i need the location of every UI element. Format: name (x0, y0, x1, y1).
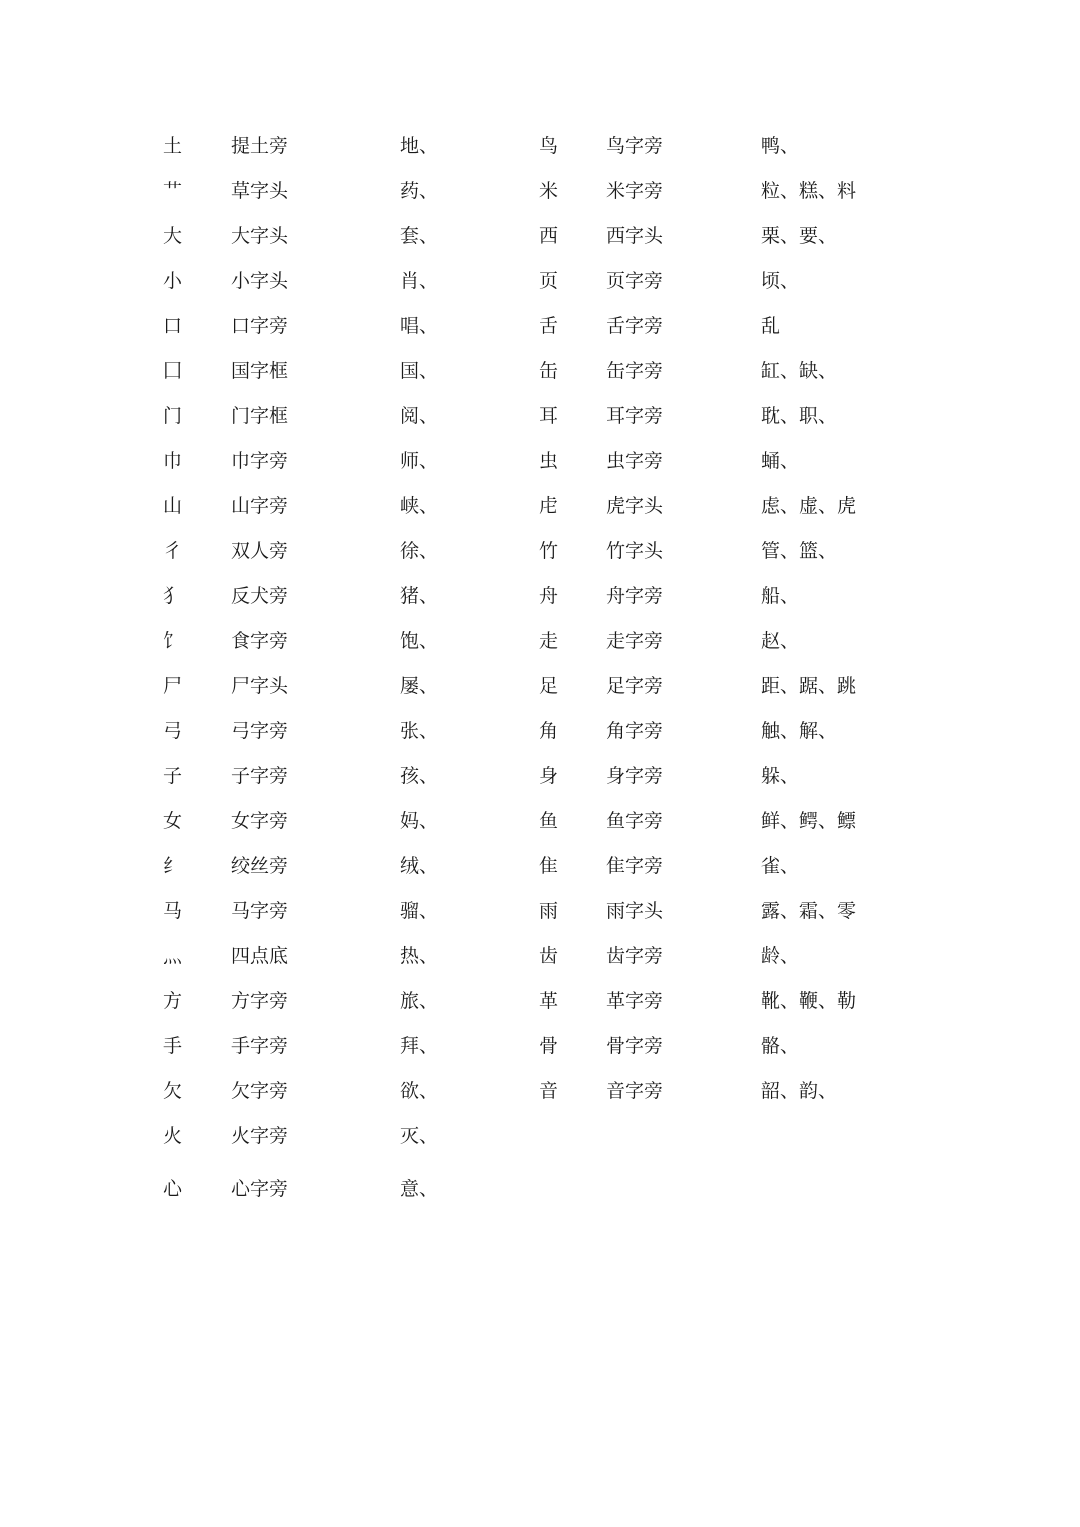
table-row (0, 1114, 1080, 1159)
left-radical-cell: 小 (163, 270, 183, 292)
table-row (0, 1024, 1080, 1069)
left-radical-cell: 纟 (163, 855, 183, 877)
table-row (0, 349, 1080, 394)
right-radical-cell: 足 (539, 675, 559, 697)
right-example-cell: 龄、 (761, 945, 800, 967)
left-radical-cell: 犭 (163, 585, 183, 607)
left-name-cell: 小字头 (231, 270, 289, 292)
table-row (0, 214, 1080, 259)
right-name-cell: 身字旁 (606, 765, 664, 787)
right-radical-cell: 西 (539, 225, 559, 247)
right-example-cell: 缸、缺、 (761, 360, 838, 382)
left-name-cell: 巾字旁 (231, 450, 289, 472)
right-name-cell: 页字旁 (606, 270, 664, 292)
left-name-cell: 门字框 (231, 405, 289, 427)
left-example-cell: 国、 (400, 360, 439, 382)
left-name-cell: 绞丝旁 (231, 855, 289, 877)
left-example-cell: 妈、 (400, 810, 439, 832)
left-example-cell: 绒、 (400, 855, 439, 877)
right-name-cell: 舌字旁 (606, 315, 664, 337)
right-example-cell: 鲜、鳄、鳔 (761, 810, 857, 832)
right-radical-cell: 耳 (539, 405, 559, 427)
right-radical-cell: 齿 (539, 945, 559, 967)
left-example-cell: 药、 (400, 180, 439, 202)
left-example-cell: 拜、 (400, 1035, 439, 1057)
right-example-cell: 虑、虚、虎 (761, 495, 857, 517)
left-radical-cell: 巾 (163, 450, 183, 472)
left-example-cell: 旅、 (400, 990, 439, 1012)
left-name-cell: 尸字头 (231, 675, 289, 697)
left-name-cell: 四点底 (231, 945, 289, 967)
right-radical-cell: 隹 (539, 855, 559, 877)
left-name-cell: 双人旁 (231, 540, 289, 562)
right-name-cell: 耳字旁 (606, 405, 664, 427)
right-name-cell: 隹字旁 (606, 855, 664, 877)
left-name-cell: 弓字旁 (231, 720, 289, 742)
left-name-cell: 欠字旁 (231, 1080, 289, 1102)
right-example-cell: 鸭、 (761, 135, 800, 157)
right-radical-cell: 走 (539, 630, 559, 652)
right-name-cell: 虎字头 (606, 495, 664, 517)
right-example-cell: 骼、 (761, 1035, 800, 1057)
right-radical-cell: 虫 (539, 450, 559, 472)
right-radical-cell: 舌 (539, 315, 559, 337)
left-radical-cell: 门 (163, 405, 183, 427)
left-name-cell: 女字旁 (231, 810, 289, 832)
left-example-cell: 孩、 (400, 765, 439, 787)
table-row (0, 304, 1080, 349)
table-row (0, 124, 1080, 169)
table-row (0, 619, 1080, 664)
right-radical-cell: 角 (539, 720, 559, 742)
right-example-cell: 距、踞、跳 (761, 675, 857, 697)
right-name-cell: 角字旁 (606, 720, 664, 742)
left-name-cell: 食字旁 (231, 630, 289, 652)
right-example-cell: 船、 (761, 585, 800, 607)
right-name-cell: 缶字旁 (606, 360, 664, 382)
left-radical-cell: 手 (163, 1035, 183, 1057)
right-example-cell: 顷、 (761, 270, 800, 292)
table-row (0, 844, 1080, 889)
right-example-cell: 管、篮、 (761, 540, 838, 562)
right-example-cell: 粒、糕、料 (761, 180, 857, 202)
table-row (0, 1069, 1080, 1114)
right-example-cell: 蛹、 (761, 450, 800, 472)
left-radical-cell: 灬 (163, 945, 183, 967)
right-radical-cell: 页 (539, 270, 559, 292)
left-name-cell: 方字旁 (231, 990, 289, 1012)
left-radical-cell: 马 (163, 900, 183, 922)
table-row (0, 709, 1080, 754)
right-example-cell: 栗、要、 (761, 225, 838, 247)
right-name-cell: 虫字旁 (606, 450, 664, 472)
left-example-cell: 师、 (400, 450, 439, 472)
radical-table (0, 124, 1080, 1219)
left-example-cell: 唱、 (400, 315, 439, 337)
right-name-cell: 舟字旁 (606, 585, 664, 607)
left-name-cell: 反犬旁 (231, 585, 289, 607)
table-row (0, 799, 1080, 844)
right-example-cell: 躲、 (761, 765, 800, 787)
right-radical-cell: 鱼 (539, 810, 559, 832)
left-radical-cell: 艹 (163, 180, 183, 202)
table-row (0, 1159, 1080, 1219)
right-name-cell: 齿字旁 (606, 945, 664, 967)
left-radical-cell: 子 (163, 765, 183, 787)
right-name-cell: 革字旁 (606, 990, 664, 1012)
left-radical-cell: 弓 (163, 720, 183, 742)
right-example-cell: 乱 (761, 315, 781, 337)
left-radical-cell: 女 (163, 810, 183, 832)
table-row (0, 979, 1080, 1024)
left-name-cell: 大字头 (231, 225, 289, 247)
left-radical-cell: 彳 (163, 540, 183, 562)
left-radical-cell: 山 (163, 495, 183, 517)
left-example-cell: 屡、 (400, 675, 439, 697)
left-example-cell: 热、 (400, 945, 439, 967)
right-example-cell: 韶、韵、 (761, 1080, 838, 1102)
table-row (0, 934, 1080, 979)
left-radical-cell: 火 (163, 1125, 183, 1147)
table-row (0, 259, 1080, 304)
left-name-cell: 山字旁 (231, 495, 289, 517)
right-example-cell: 赵、 (761, 630, 800, 652)
table-row (0, 169, 1080, 214)
left-radical-cell: 口 (163, 315, 183, 337)
right-name-cell: 米字旁 (606, 180, 664, 202)
right-radical-cell: 米 (539, 180, 559, 202)
left-name-cell: 口字旁 (231, 315, 289, 337)
right-example-cell: 露、霜、零 (761, 900, 857, 922)
left-example-cell: 峡、 (400, 495, 439, 517)
table-row (0, 574, 1080, 619)
left-example-cell: 张、 (400, 720, 439, 742)
left-radical-cell: 方 (163, 990, 183, 1012)
left-radical-cell: 饣 (163, 630, 183, 652)
table-row (0, 439, 1080, 484)
left-name-cell: 马字旁 (231, 900, 289, 922)
right-name-cell: 鸟字旁 (606, 135, 664, 157)
left-radical-cell: 欠 (163, 1080, 183, 1102)
left-example-cell: 肖、 (400, 270, 439, 292)
right-radical-cell: 舟 (539, 585, 559, 607)
right-name-cell: 音字旁 (606, 1080, 664, 1102)
left-name-cell: 火字旁 (231, 1125, 289, 1147)
table-row (0, 394, 1080, 439)
right-name-cell: 西字头 (606, 225, 664, 247)
right-radical-cell: 虍 (539, 495, 559, 517)
right-name-cell: 鱼字旁 (606, 810, 664, 832)
left-radical-cell: 尸 (163, 675, 183, 697)
right-radical-cell: 雨 (539, 900, 559, 922)
left-example-cell: 饱、 (400, 630, 439, 652)
right-radical-cell: 缶 (539, 360, 559, 382)
table-row (0, 529, 1080, 574)
left-name-cell: 子字旁 (231, 765, 289, 787)
left-radical-cell: 囗 (163, 360, 183, 382)
left-radical-cell: 大 (163, 225, 183, 247)
left-name-cell: 国字框 (231, 360, 289, 382)
table-row (0, 664, 1080, 709)
right-radical-cell: 革 (539, 990, 559, 1012)
table-row (0, 484, 1080, 529)
right-name-cell: 足字旁 (606, 675, 664, 697)
right-radical-cell: 身 (539, 765, 559, 787)
right-example-cell: 雀、 (761, 855, 800, 877)
right-radical-cell: 竹 (539, 540, 559, 562)
left-radical-cell: 心 (163, 1178, 183, 1200)
left-name-cell: 提土旁 (231, 135, 289, 157)
left-name-cell: 手字旁 (231, 1035, 289, 1057)
right-name-cell: 走字旁 (606, 630, 664, 652)
left-example-cell: 灭、 (400, 1125, 439, 1147)
left-example-cell: 阅、 (400, 405, 439, 427)
right-radical-cell: 音 (539, 1080, 559, 1102)
left-example-cell: 骝、 (400, 900, 439, 922)
left-example-cell: 意、 (400, 1178, 439, 1200)
left-example-cell: 猪、 (400, 585, 439, 607)
left-example-cell: 地、 (400, 135, 439, 157)
right-example-cell: 耽、职、 (761, 405, 838, 427)
right-name-cell: 骨字旁 (606, 1035, 664, 1057)
right-example-cell: 靴、鞭、勒 (761, 990, 857, 1012)
right-radical-cell: 骨 (539, 1035, 559, 1057)
table-row (0, 889, 1080, 934)
left-name-cell: 心字旁 (231, 1178, 289, 1200)
right-name-cell: 竹字头 (606, 540, 664, 562)
right-example-cell: 触、解、 (761, 720, 838, 742)
right-name-cell: 雨字头 (606, 900, 664, 922)
left-example-cell: 徐、 (400, 540, 439, 562)
left-example-cell: 欲、 (400, 1080, 439, 1102)
left-example-cell: 套、 (400, 225, 439, 247)
right-radical-cell: 鸟 (539, 135, 559, 157)
left-radical-cell: 土 (163, 135, 183, 157)
table-row (0, 754, 1080, 799)
left-name-cell: 草字头 (231, 180, 289, 202)
